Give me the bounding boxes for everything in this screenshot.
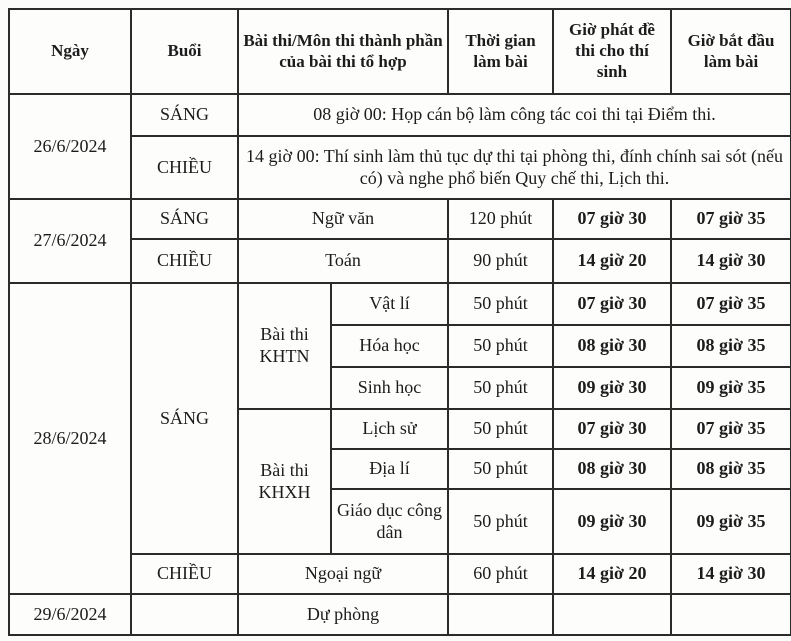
subject-foreign-language: Ngoại ngữ [238,554,448,594]
distribute-time-cell: 07 giờ 30 [553,199,671,239]
start-time-cell: 08 giờ 35 [671,325,791,367]
distribute-time-cell: 09 giờ 30 [553,367,671,409]
duration-cell: 50 phút [448,489,553,554]
subject-geography: Địa lí [331,449,448,489]
header-duration: Thời gian làm bài [448,9,553,94]
subject-history: Lịch sử [331,409,448,449]
afternoon-note: 14 giờ 00: Thí sinh làm thủ tục dự thi tại phòng thi, đính chính sai sót (nếu có) và nghe phổ biến Quy chế thi, Lịch thi. [238,136,791,199]
duration-cell: 50 phút [448,409,553,449]
session-morning: SÁNG [131,94,238,136]
distribute-time-cell: 08 giờ 30 [553,325,671,367]
subject-physics: Vật lí [331,283,448,325]
empty-duration-cell [448,594,553,635]
distribute-time-cell: 07 giờ 30 [553,409,671,449]
start-time-cell: 09 giờ 35 [671,489,791,554]
start-time-cell: 07 giờ 35 [671,199,791,239]
table-row [9,199,791,239]
date-27-6: 27/6/2024 [9,199,131,283]
reserve-day-cell: Dự phòng [238,594,448,635]
subject-chemistry: Hóa học [331,325,448,367]
header-date: Ngày [9,9,131,94]
date-29-6: 29/6/2024 [9,594,131,635]
date-26-6: 26/6/2024 [9,94,131,199]
duration-cell: 50 phút [448,325,553,367]
duration-cell: 50 phút [448,367,553,409]
distribute-time-cell: 07 giờ 30 [553,283,671,325]
subject-biology: Sinh học [331,367,448,409]
start-time-cell: 09 giờ 35 [671,367,791,409]
subject-civic-education: Giáo dục công dân [331,489,448,554]
duration-cell: 50 phút [448,283,553,325]
exam-schedule-table [8,8,791,636]
empty-distribute-cell [553,594,671,635]
start-time-cell: 14 giờ 30 [671,239,791,283]
duration-cell: 90 phút [448,239,553,283]
duration-cell: 60 phút [448,554,553,594]
empty-start-cell [671,594,791,635]
header-distribute-time: Giờ phát đề thi cho thí sinh [553,9,671,94]
header-row [9,9,791,94]
duration-cell: 50 phút [448,449,553,489]
combo-exam-khtn: Bài thi KHTN [238,283,331,409]
session-afternoon: CHIỀU [131,239,238,283]
duration-cell: 120 phút [448,199,553,239]
empty-session-cell [131,594,238,635]
date-28-6: 28/6/2024 [9,283,131,594]
session-afternoon: CHIỀU [131,554,238,594]
distribute-time-cell: 14 giờ 20 [553,554,671,594]
session-morning: SÁNG [131,283,238,554]
distribute-time-cell: 14 giờ 20 [553,239,671,283]
morning-note: 08 giờ 00: Họp cán bộ làm công tác coi thi tại Điểm thi. [238,94,791,136]
header-exam: Bài thi/Môn thi thành phần của bài thi tổ hợp [238,9,448,94]
start-time-cell: 08 giờ 35 [671,449,791,489]
distribute-time-cell: 09 giờ 30 [553,489,671,554]
distribute-time-cell: 08 giờ 30 [553,449,671,489]
session-afternoon: CHIỀU [131,136,238,199]
subject-literature: Ngữ văn [238,199,448,239]
start-time-cell: 14 giờ 30 [671,554,791,594]
table-row [9,594,791,635]
session-morning: SÁNG [131,199,238,239]
table-row [9,94,791,136]
start-time-cell: 07 giờ 35 [671,409,791,449]
combo-exam-khxh: Bài thi KHXH [238,409,331,554]
header-session: Buổi [131,9,238,94]
subject-math: Toán [238,239,448,283]
header-start-time: Giờ bắt đầu làm bài [671,9,791,94]
table-row [9,283,791,325]
start-time-cell: 07 giờ 35 [671,283,791,325]
